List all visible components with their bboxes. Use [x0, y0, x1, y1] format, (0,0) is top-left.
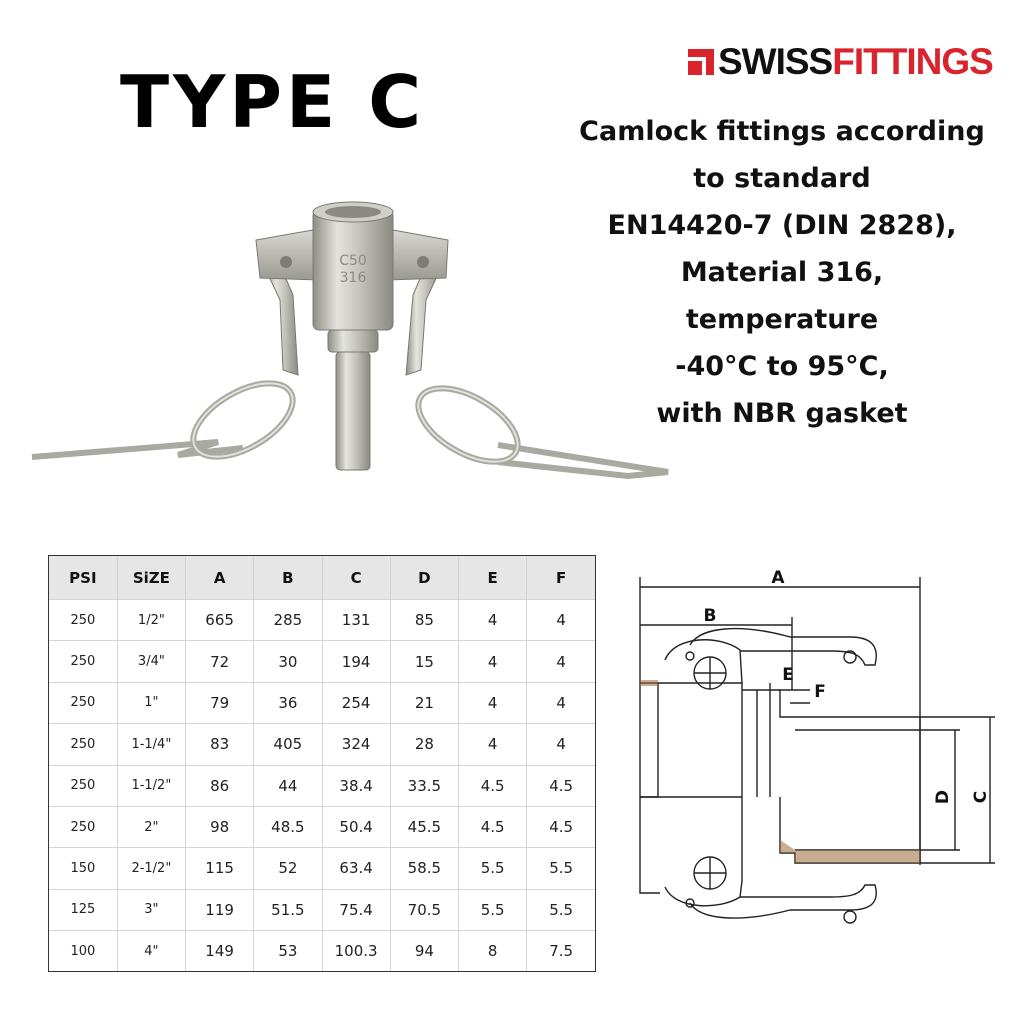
table-row — [49, 765, 595, 806]
technical-drawing — [630, 565, 1000, 925]
table-cell: 98 — [186, 806, 254, 847]
column-header: PSI — [49, 556, 117, 600]
table-cell: 1-1/4" — [117, 724, 185, 765]
column-header: B — [254, 556, 322, 600]
table-cell: 250 — [49, 724, 117, 765]
table-cell: 8 — [459, 931, 527, 972]
table-cell: 7.5 — [527, 931, 595, 972]
table-cell: 1-1/2" — [117, 765, 185, 806]
table-cell: 44 — [254, 765, 322, 806]
table-body — [49, 600, 595, 972]
table-cell: 2" — [117, 806, 185, 847]
table-cell: 254 — [322, 682, 390, 723]
table-cell: 250 — [49, 641, 117, 682]
dimensions-table — [48, 555, 596, 972]
table-cell: 58.5 — [390, 848, 458, 889]
table-cell: 36 — [254, 682, 322, 723]
table-cell: 30 — [254, 641, 322, 682]
table-cell: 4.5 — [527, 806, 595, 847]
table-cell: 75.4 — [322, 889, 390, 930]
table-cell: 250 — [49, 600, 117, 641]
logo-word-swiss: SWISS — [718, 41, 833, 82]
table-cell: 4 — [527, 641, 595, 682]
table-cell: 4 — [527, 600, 595, 641]
table-cell: 5.5 — [527, 889, 595, 930]
table-cell: 79 — [186, 682, 254, 723]
table-cell: 4.5 — [459, 765, 527, 806]
table-row — [49, 641, 595, 682]
description-line: temperature — [685, 304, 879, 335]
description-line: to standard — [693, 163, 871, 194]
table-cell: 150 — [49, 848, 117, 889]
table-cell: 94 — [390, 931, 458, 972]
table-cell: 1" — [117, 682, 185, 723]
table-cell: 194 — [322, 641, 390, 682]
table-cell: 53 — [254, 931, 322, 972]
camlock-coupler-photo — [28, 180, 678, 500]
table-cell: 28 — [390, 724, 458, 765]
table-cell: 5.5 — [459, 848, 527, 889]
table-cell: 86 — [186, 765, 254, 806]
table-cell: 70.5 — [390, 889, 458, 930]
table-cell: 51.5 — [254, 889, 322, 930]
table-cell: 50.4 — [322, 806, 390, 847]
table-cell: 33.5 — [390, 765, 458, 806]
dim-label-e: E — [782, 665, 794, 685]
description-line: -40°C to 95°C, — [675, 351, 889, 382]
table-row — [49, 724, 595, 765]
description-line: Material 316, — [680, 257, 884, 288]
table-cell: 285 — [254, 600, 322, 641]
dim-label-b: B — [703, 606, 717, 626]
table-cell: 52 — [254, 848, 322, 889]
table-cell: 149 — [186, 931, 254, 972]
table-cell: 2-1/2" — [117, 848, 185, 889]
table-cell: 250 — [49, 806, 117, 847]
table-cell: 83 — [186, 724, 254, 765]
marking-line2: 316 — [339, 270, 367, 286]
table-cell: 4 — [527, 682, 595, 723]
table-cell: 250 — [49, 765, 117, 806]
table-row — [49, 806, 595, 847]
page-title: TYPE C — [120, 60, 426, 144]
table-cell: 115 — [186, 848, 254, 889]
dim-label-d: D — [933, 789, 953, 805]
description-line: with NBR gasket — [656, 398, 908, 429]
marking-line1: C50 — [339, 253, 367, 269]
column-header: C — [322, 556, 390, 600]
column-header: E — [459, 556, 527, 600]
swissfittings-logo — [688, 42, 993, 82]
table-cell: 15 — [390, 641, 458, 682]
table-cell: 665 — [186, 600, 254, 641]
table-cell: 72 — [186, 641, 254, 682]
logo-mark-icon — [688, 45, 714, 79]
table-cell: 131 — [322, 600, 390, 641]
table-cell: 63.4 — [322, 848, 390, 889]
table-cell: 4 — [459, 600, 527, 641]
description-line: EN14420-7 (DIN 2828), — [607, 210, 957, 241]
table-row — [49, 889, 595, 930]
table-cell: 4 — [527, 724, 595, 765]
column-header: D — [390, 556, 458, 600]
table-cell: 4.5 — [527, 765, 595, 806]
table-cell: 100 — [49, 931, 117, 972]
table-cell: 48.5 — [254, 806, 322, 847]
table-cell: 100.3 — [322, 931, 390, 972]
table-cell: 4 — [459, 682, 527, 723]
table-cell: 38.4 — [322, 765, 390, 806]
table-row — [49, 682, 595, 723]
table-cell: 3" — [117, 889, 185, 930]
logo-word-fittings: FITTINGS — [832, 41, 993, 82]
table-cell: 5.5 — [527, 848, 595, 889]
table-cell: 324 — [322, 724, 390, 765]
table-row — [49, 600, 595, 641]
table-cell: 405 — [254, 724, 322, 765]
table-cell: 125 — [49, 889, 117, 930]
table-cell: 250 — [49, 682, 117, 723]
table-cell: 45.5 — [390, 806, 458, 847]
description-line: Camlock fittings according — [579, 116, 985, 147]
table-cell: 5.5 — [459, 889, 527, 930]
dim-label-f: F — [814, 682, 826, 702]
dim-label-c: C — [971, 790, 991, 804]
column-header: SiZE — [117, 556, 185, 600]
table-cell: 119 — [186, 889, 254, 930]
table-row — [49, 931, 595, 972]
table-cell: 4" — [117, 931, 185, 972]
table-header-row — [49, 556, 595, 600]
table-cell: 85 — [390, 600, 458, 641]
table-cell: 1/2" — [117, 600, 185, 641]
table-cell: 4.5 — [459, 806, 527, 847]
table-cell: 4 — [459, 641, 527, 682]
dim-label-a: A — [771, 568, 785, 588]
column-header: F — [527, 556, 595, 600]
table-cell: 4 — [459, 724, 527, 765]
table-row — [49, 848, 595, 889]
column-header: A — [186, 556, 254, 600]
table-cell: 3/4" — [117, 641, 185, 682]
table-cell: 21 — [390, 682, 458, 723]
